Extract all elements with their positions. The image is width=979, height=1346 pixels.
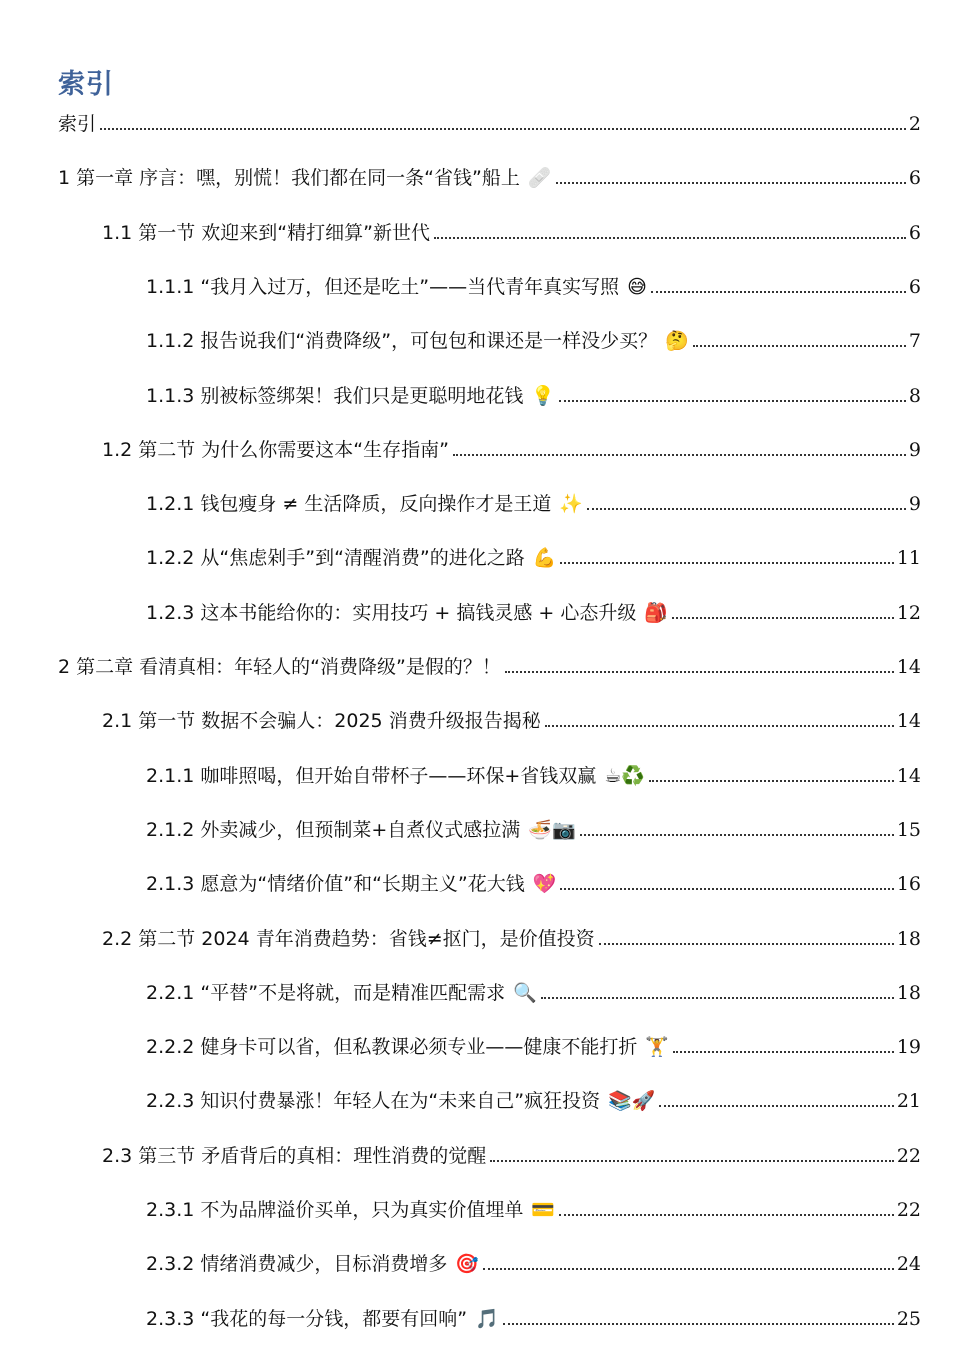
toc-entry-title: 2.1.2 外卖减少，但预制菜+自煮仪式感拉满 — [146, 818, 521, 841]
toc-entry[interactable] — [146, 758, 921, 788]
toc-dot-leader — [560, 888, 893, 890]
toc-emoji-icon: 😅 — [627, 275, 647, 298]
toc-entry-title: 2.3.1 不为品牌溢价买单，只为真实价值埋单 — [146, 1199, 524, 1221]
toc-page-number: 14 — [896, 710, 921, 733]
toc-entry-title: 2.1.3 愿意为“情绪价值”和“长期主义”花大钱 — [146, 873, 525, 896]
toc-entry-title: 2.2.2 健身卡可以省，但私教课必须专业——健康不能打折 — [146, 1036, 638, 1059]
toc-dot-leader — [490, 1160, 894, 1162]
toc-entry-title: 2.2.1 “平替”不是将就，而是精准匹配需求 — [146, 981, 506, 1004]
toc-entry-title: 1.1 第一节 欢迎来到“精打细算”新世代 — [102, 221, 430, 244]
toc-emoji-icon: 🎵 — [475, 1307, 499, 1330]
toc-page-number: 18 — [896, 981, 921, 1004]
toc-entry[interactable] — [102, 921, 921, 951]
toc-page-number: 6 — [908, 275, 921, 298]
toc-dot-leader — [541, 997, 894, 999]
toc-entry[interactable] — [146, 1192, 921, 1222]
toc-page-number: 2 — [908, 113, 921, 135]
toc-emoji-icon: 📚🚀 — [608, 1090, 656, 1113]
toc-page-number: 9 — [908, 438, 921, 461]
toc-page-number: 14 — [896, 764, 921, 787]
toc-entry[interactable] — [146, 1246, 921, 1276]
toc-entry[interactable] — [146, 378, 921, 408]
toc-dot-leader — [483, 1268, 894, 1270]
toc-entry-title: 1.2 第二节 为什么你需要这本“生存指南” — [102, 438, 449, 461]
toc-entry[interactable] — [146, 1083, 921, 1113]
toc-entry-title: 2.2.3 知识付费暴涨！年轻人在为“未来自己”疯狂投资 — [146, 1090, 601, 1113]
toc-entry-title: 2 第二章 看清真相：年轻人的“消费降级”是假的？！ — [58, 656, 501, 678]
toc-entry-title: 1.2.2 从“焦虑剁手”到“清醒消费”的进化之路 — [146, 547, 525, 570]
toc-entry[interactable] — [146, 1029, 921, 1059]
toc-emoji-icon: 💖 — [532, 873, 557, 896]
toc-dot-leader — [580, 834, 894, 836]
toc-dot-leader — [587, 508, 906, 510]
toc-page-number: 6 — [908, 221, 921, 244]
toc-emoji-icon: 🤔 — [665, 330, 689, 353]
toc-entry-title: 2.2 第二节 2024 青年消费趋势：省钱≠抠门，是价值投资 — [102, 927, 595, 950]
toc-entry[interactable] — [146, 866, 921, 896]
toc-page-number: 11 — [896, 547, 921, 570]
toc-page-number: 22 — [896, 1144, 921, 1167]
toc-dot-leader — [505, 671, 894, 673]
toc-entry[interactable] — [102, 1138, 921, 1168]
toc-emoji-icon: 🎒 — [644, 601, 669, 624]
toc-page-number: 8 — [908, 384, 921, 407]
toc-dot-leader — [434, 237, 906, 239]
toc-page-number: 9 — [908, 493, 921, 516]
toc-entry-title: 索引 — [58, 113, 97, 135]
toc-entry[interactable] — [146, 269, 921, 299]
toc-entry-title: 2.3.3 “我花的每一分钱，都要有回响” — [146, 1307, 468, 1330]
toc-dot-leader — [556, 182, 906, 184]
toc-entry[interactable] — [146, 975, 921, 1005]
toc-dot-leader — [659, 1105, 893, 1107]
toc-entry[interactable] — [146, 595, 921, 625]
toc-emoji-icon: 🩹 — [527, 167, 552, 190]
toc-emoji-icon: 💡 — [531, 384, 556, 407]
toc-emoji-icon: 🔍 — [513, 981, 537, 1004]
toc-entry[interactable] — [146, 323, 921, 353]
toc-entry[interactable] — [146, 486, 921, 516]
toc-entry-title: 1.1.1 “我月入过万，但还是吃土”——当代青年真实写照 — [146, 275, 620, 298]
toc-page-number: 7 — [908, 330, 921, 353]
toc-emoji-icon: ✨ — [559, 493, 584, 516]
toc-page-number: 19 — [896, 1036, 921, 1059]
toc-dot-leader — [100, 128, 906, 130]
toc-page-number: 16 — [896, 873, 921, 896]
toc-dot-leader — [651, 291, 906, 293]
toc-entry-title: 2.3 第三节 矛盾背后的真相：理性消费的觉醒 — [102, 1144, 487, 1167]
toc-entry-title: 1.1.2 报告说我们“消费降级”，可包包和课还是一样没少买？ — [146, 330, 658, 353]
toc-entry-title: 2.1 第一节 数据不会骗人：2025 消费升级报告揭秘 — [102, 710, 541, 733]
toc-page-number: 25 — [896, 1307, 921, 1330]
toc-emoji-icon: 🍜📷 — [528, 818, 576, 841]
toc-entry[interactable] — [102, 703, 921, 733]
toc-entry[interactable] — [102, 215, 921, 245]
toc-emoji-icon: ☕♻️ — [604, 764, 646, 787]
toc-dot-leader — [560, 562, 893, 564]
index-heading: 索引 — [58, 69, 114, 100]
toc-page-number: 6 — [908, 167, 921, 190]
toc-entry[interactable] — [58, 649, 921, 679]
toc-entry[interactable] — [146, 812, 921, 842]
toc-dot-leader — [453, 454, 906, 456]
toc-dot-leader — [559, 400, 906, 402]
toc-entry-title: 1.2.1 钱包瘦身 ≠ 生活降质，反向操作才是王道 — [146, 493, 552, 516]
toc-emoji-icon: 💳 — [531, 1199, 556, 1221]
toc-page-number: 21 — [896, 1090, 921, 1113]
toc-entry-title: 2.1.1 咖啡照喝，但开始自带杯子——环保+省钱双赢 — [146, 764, 597, 787]
toc-page-number: 14 — [896, 656, 921, 678]
toc-dot-leader — [559, 1214, 894, 1216]
toc-entry[interactable] — [58, 160, 921, 190]
toc-entry[interactable] — [58, 106, 921, 136]
toc-dot-leader — [599, 943, 894, 945]
toc-entry-title: 1 第一章 序言：嘿，别慌！我们都在同一条“省钱”船上 — [58, 167, 520, 190]
toc-entry[interactable] — [146, 540, 921, 570]
toc-dot-leader — [649, 780, 894, 782]
toc-page-number: 18 — [896, 927, 921, 950]
toc-entry-title: 1.1.3 别被标签绑架！我们只是更聪明地花钱 — [146, 384, 524, 407]
toc-dot-leader — [545, 725, 894, 727]
toc-entry-title: 1.2.3 这本书能给你的：实用技巧 + 搞钱灵感 + 心态升级 — [146, 601, 637, 624]
toc-emoji-icon: 🏋 — [645, 1036, 670, 1059]
toc-entry-title: 2.3.2 情绪消费减少，目标消费增多 — [146, 1253, 448, 1276]
toc-entry[interactable] — [102, 432, 921, 462]
toc-entry[interactable] — [146, 1301, 921, 1331]
toc-dot-leader — [503, 1323, 894, 1325]
toc-page-number: 24 — [896, 1253, 921, 1276]
toc-emoji-icon: 💪 — [532, 547, 557, 570]
toc-dot-leader — [693, 345, 906, 347]
toc-page-number: 12 — [896, 601, 921, 624]
toc-dot-leader — [673, 1051, 894, 1053]
toc-page-number: 22 — [896, 1199, 921, 1221]
toc-dot-leader — [672, 617, 894, 619]
toc-page-number: 15 — [896, 818, 921, 841]
toc-emoji-icon: 🎯 — [455, 1253, 480, 1276]
